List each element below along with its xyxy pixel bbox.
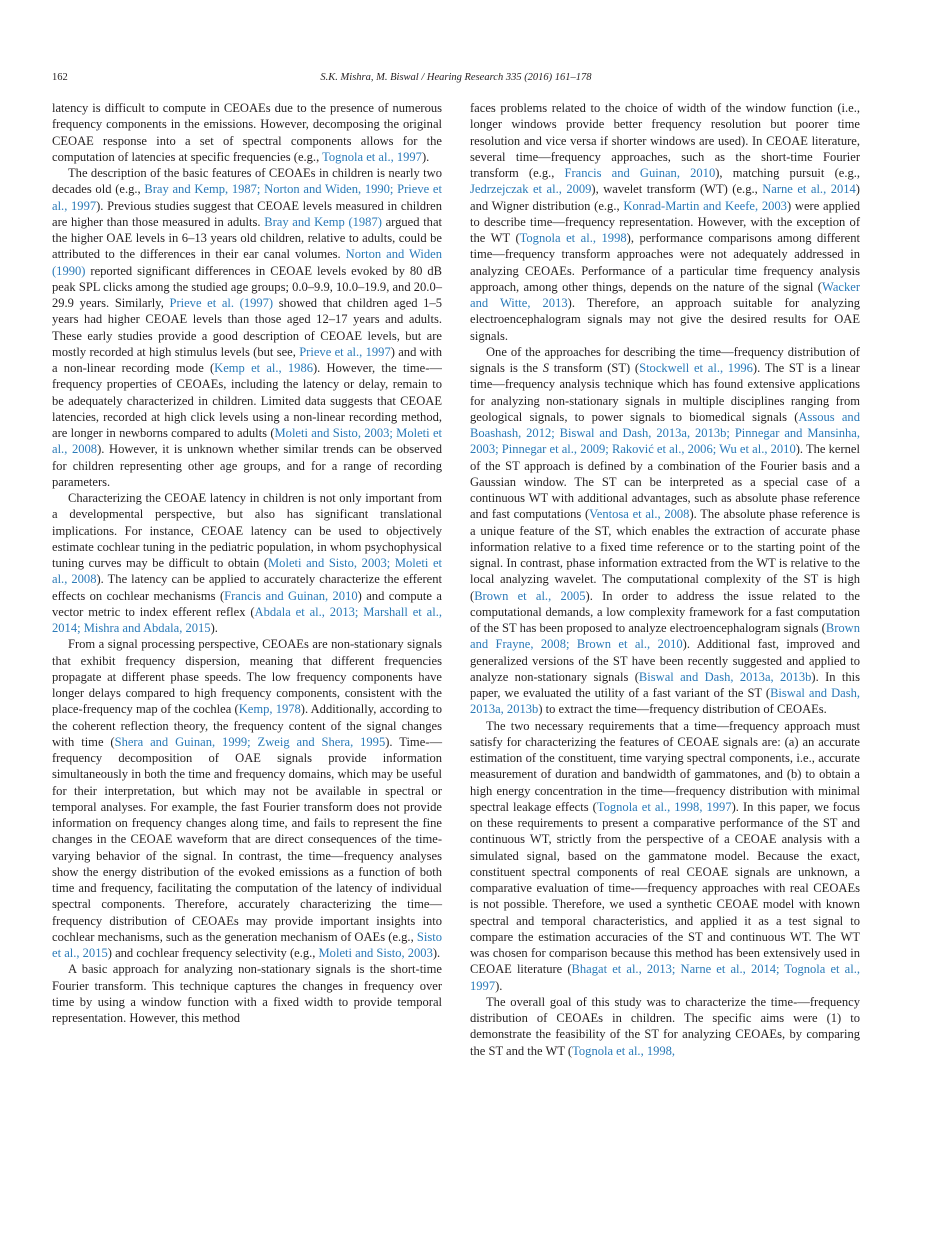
page-number: 162 <box>52 72 68 83</box>
text-run: ). In order to address the issue related to the computational demands, a low complexity framework for a fast computation of the ST has been proposed to analyze electroencephalogram signals ( <box>470 588 860 635</box>
text-run: faces problems related to the choice of width of the window function (i.e., longer windows provide better frequency resolution but poorer time resolution and vice versa if shorter windows are used). In CEOAE literature, several time—frequency approaches, such as the short-time Fourier transform (e.g., <box>470 101 860 180</box>
text-run: ). <box>421 149 430 164</box>
citation-link[interactable]: Ventosa et al., 2008 <box>589 507 690 522</box>
citation-link[interactable]: Biswal and Dash, 2013a, 2013b <box>470 686 860 717</box>
text-run: ). In this paper, we evaluated the utility of a fast variant of the ST ( <box>470 669 860 700</box>
citation-link[interactable]: Tognola et al., 1997 <box>322 149 422 164</box>
citation-link[interactable]: Kemp, 1978 <box>238 702 301 717</box>
citation-link[interactable]: Bray and Kemp, 1987; Norton and Widen, 1990; Prieve et al., 1997 <box>52 182 442 213</box>
italic-symbol: S <box>542 361 549 375</box>
citation-link[interactable]: Jedrzejczak et al., 2009 <box>470 182 592 197</box>
right-column <box>470 100 860 1059</box>
text-run: The two necessary requirements that a time—frequency approach must satisfy for characterizing the features of CEOAE signals are: (a) an accurate estimation of the constituent, time varying spectral components, i.e., accurate measurement of duration and bandwidth of gammatones, and (b) to obtain a high energy concentration in the time—frequency distribution with minimal spectral leakage effects ( <box>470 718 860 814</box>
citation-link[interactable]: Konrad-Martin and Keefe, 2003 <box>623 198 787 213</box>
text-run: ) were applied to describe time—frequency representation. However, with the exception of the WT ( <box>470 198 860 245</box>
text-run: ) and with a non-linear recording mode ( <box>52 344 442 375</box>
left-column <box>52 100 442 1026</box>
text-run: ). Time-—frequency decomposition of OAE signals provide information simultaneously in both the time and frequency domains, which may be useful for their interpretation, but which may not be available in spectral or temporal analyses. For example, the fast Fourier transform does not provide information on frequency changes along time, and fails to represent the fine changes in the CEOAE waveform that are direct consequences of the time-varying behavior of the signal. In contrast, the time—frequency analyses show the energy distribution of the evoked emissions as a function of both time and frequency, facilitating the computation of the latency of individual spectral components. Therefore, accurately characterizing the time—frequency distribution of CEOAEs may provide important insights into cochlear mechanisms, such as the generation mechanism of OAEs (e.g., <box>52 734 442 944</box>
text-run: ). However, it is unknown whether similar trends can be observed for children representing other age groups, and for a range of recording parameters. <box>52 442 443 489</box>
text-run: ) and cochlear frequency selectivity (e.g., <box>107 946 319 960</box>
citation-link[interactable]: Francis and Guinan, 2010 <box>564 166 716 180</box>
citation-link[interactable]: Tognola et al., 1998 <box>519 231 627 245</box>
citation-link[interactable]: Moleti and Sisto, 2003; Moleti et al., 2008 <box>52 556 442 587</box>
text-run: ). Additional fast, improved and generalized versions of the ST have been recently suggested and applied to analyze non-stationary signals ( <box>470 637 860 684</box>
paragraph <box>470 718 860 994</box>
citation-link[interactable]: Brown and Frayne, 2008; Brown et al., 2010 <box>470 621 860 652</box>
text-run: ) to extract the time—frequency distribution of CEOAEs. <box>538 702 827 717</box>
paragraph <box>52 961 442 1026</box>
paragraph <box>470 344 860 718</box>
citation-link[interactable]: Shera and Guinan, 1999; Zweig and Shera, 1995 <box>114 734 386 749</box>
citation-link[interactable]: Wacker and Witte, 2013 <box>470 279 860 310</box>
text-run: ). Therefore, an approach suitable for analyzing electroencephalogram signals may not give the desired results for OAE signals. <box>470 296 860 343</box>
citation-link[interactable]: Tognola et al., 1998, 1997 <box>596 799 732 814</box>
text-run: ). However, the time-—frequency properties of CEOAEs, including the latency or delay, remain to be adequately characterized in children. Limited data suggests that CEOAE latencies, recorded at high click levels using a non-linear recording method, are longer in newborns compared to adults ( <box>52 361 442 440</box>
citation-link[interactable]: Prieve et al. (1997) <box>169 296 274 310</box>
text-run: ), matching pursuit (e.g., <box>715 166 860 180</box>
text-run: ) and compute a vector metric to index efferent reflex ( <box>52 588 442 619</box>
citation-link[interactable]: Bhagat et al., 2013; Narne et al., 2014; Tognola et al., 1997 <box>470 962 860 993</box>
citation-link[interactable]: Assous and Boashash, 2012; Biswal and Dash, 2013a, 2013b; Pinnegar and Mansinha, 2003; Pinnegar et al., 2009; Raković et al., 2006; Wu et al., 2010 <box>470 409 860 457</box>
citation-link[interactable]: Biswal and Dash, 2013a, 2013b <box>638 669 812 684</box>
citation-link[interactable]: Brown et al., 2005 <box>474 588 586 603</box>
page-header <box>52 72 860 86</box>
text-run: ). Previous studies suggest that CEOAE levels measured in children are higher than those measured in adults. <box>52 198 442 229</box>
paragraph <box>52 636 442 961</box>
citation-link[interactable]: Tognola et al., 1998, <box>572 1043 676 1058</box>
text-run: One of the approaches for describing the time—frequency distribution of signals is the <box>470 344 860 375</box>
text-run: The overall goal of this study was to characterize the time-—frequency distribution of CEOAEs in children. The specific aims were (1) to demonstrate the feasibility of the ST for analyzing CEOAEs, by comparing the ST and the WT ( <box>470 994 860 1058</box>
text-run: ). In this paper, we focus on these requirements to present a comparative performance of the ST and continuous WT, strictly from the perspective of a CEOAE analysis with a simulated signal, based on the gammatone model. Because the exact, constituent spectral components of real CEOAE signals are unknown, a comparative evaluation of time-—frequency approaches with real CEOAEs is not possible. Therefore, we used a synthetic CEOAE model with known spectral and temporal characteristics, and applied it as a test signal to compare the estimation accuracies of the ST and continuous WT. The WT was chosen for comparison because this method has been extensively used in CEOAE literature ( <box>470 799 860 977</box>
citation-link[interactable]: Francis and Guinan, 2010 <box>224 588 358 603</box>
text-run: transform (ST) ( <box>548 361 640 375</box>
text-run: ). The ST is a linear time—frequency analysis technique which has found extensive applications for analyzing non-stationary signals in multiple disciplines ranging from geological signals, to power signals to biomedical signals ( <box>470 361 860 424</box>
text-run: Characterizing the CEOAE latency in children is not only important from a developmental perspective, but also has significant translational implications. For instance, CEOAE latency can be used to objectively estimate cochlear tuning in the pediatric population, in whom psychophysical tuning curves may be difficult to obtain ( <box>52 491 442 570</box>
paragraph <box>52 100 442 165</box>
text-run: ), wavelet transform (WT) (e.g., <box>591 182 763 197</box>
text-run: ) and Wigner distribution (e.g., <box>470 182 860 213</box>
text-run: argued that the higher OAE levels in 6–13 years old children, relative to adults, could be attributed to the differences in their ear canal volumes. <box>52 214 443 262</box>
citation-link[interactable]: Prieve et al., 1997 <box>299 344 391 359</box>
citation-link[interactable]: Abdala et al., 2013; Marshall et al., 2014; Mishra and Abdala, 2015 <box>52 604 442 635</box>
text-run: reported significant differences in CEOAE levels evoked by 80 dB peak SPL clicks among the studied age groups; 0.0–9.9, 10.0–19.9, and 20.0–29.9 years. Similarly, <box>52 263 442 310</box>
text-run: ). Additionally, according to the coherent reflection theory, the frequency content of the signal changes with time ( <box>52 702 442 749</box>
text-run: The description of the basic features of CEOAEs in children is nearly two decades old (e.g., <box>52 166 442 197</box>
citation-link[interactable]: Moleti and Sisto, 2003 <box>318 946 433 960</box>
citation-link[interactable]: Sisto et al., 2015 <box>52 929 442 960</box>
paragraph <box>470 100 860 344</box>
citation-link[interactable]: Bray and Kemp (1987) <box>264 214 382 229</box>
text-run: ). <box>495 978 503 993</box>
text-run: ). The latency can be applied to accurately characterize the efferent effects on cochlear mechanisms ( <box>52 572 443 603</box>
text-run: latency is difficult to compute in CEOAEs due to the presence of numerous frequency components in the emissions. However, decomposing the original CEOAE response into a set of spectral components allows for the computation of latencies at specific frequencies (e.g., <box>52 101 442 164</box>
citation-link[interactable]: Norton and Widen (1990) <box>52 247 442 278</box>
text-run: ). The kernel of the ST approach is defined by a combination of the Fourier basis and a Gaussian window. The ST can be interpreted as a special case of a continuous WT with additional advantages, such as absolute phase reference and fast computations ( <box>470 442 860 522</box>
paragraph <box>470 994 860 1059</box>
text-run: showed that children aged 1–5 years had higher CEOAE levels than those aged 12–17 years and adults. These early studies provide a good description of CEOAE levels, but are mostly recorded at high stimulus levels (but see, <box>52 296 442 359</box>
paragraph <box>52 490 442 636</box>
citation-link[interactable]: Moleti and Sisto, 2003; Moleti et al., 2008 <box>52 426 443 457</box>
text-run: ), performance comparisons among different time—frequency transform approaches were not adequately addressed in analyzing CEOAEs. Performance of a particular time frequency analysis approach, among other things, depends on the nature of the signal ( <box>470 231 860 294</box>
text-run: ). <box>210 621 218 635</box>
paragraph <box>52 165 442 490</box>
running-title: S.K. Mishra, M. Biswal / Hearing Research 335 (2016) 161–178 <box>320 72 592 83</box>
text-run: ). <box>432 946 441 960</box>
text-run: ). The absolute phase reference is a unique feature of the ST, which enables the extraction of accurate phase information relative to a fixed time reference or to the starting point of the signal. In contrast, phase information extracted from the WT is relative to the local analyzing wavelet. The computational complexity of the ST is high ( <box>470 507 860 603</box>
citation-link[interactable]: Narne et al., 2014 <box>762 182 856 197</box>
text-run: A basic approach for analyzing non-stationary signals is the short-time Fourier transform. This technique captures the changes in frequency over time by using a window function with a fixed width to provide temporal representation. However, this method <box>52 962 442 1025</box>
citation-link[interactable]: Stockwell et al., 1996 <box>639 361 753 375</box>
citation-link[interactable]: Kemp et al., 1986 <box>214 361 313 375</box>
text-run: From a signal processing perspective, CEOAEs are non-stationary signals that exhibit frequency dispersion, meaning that different frequencies propagate at different phase speeds. The low frequency components have longer delays compared to high frequency components, consistent with the place-frequency map of the cochlea ( <box>52 637 442 717</box>
